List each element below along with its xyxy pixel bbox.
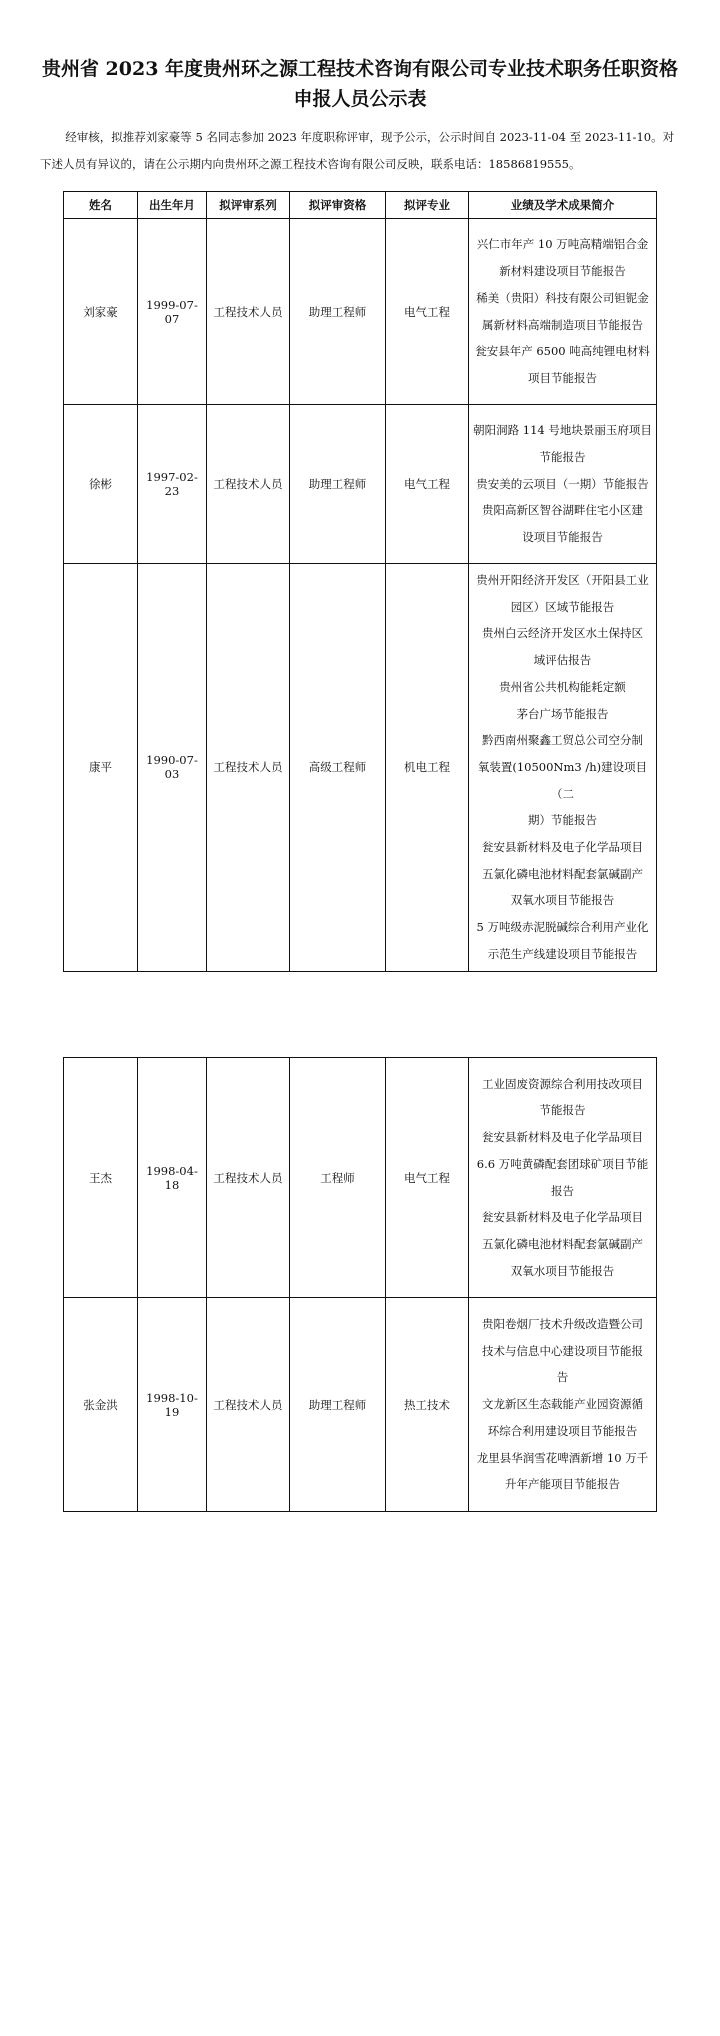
achievement-line: 园区）区域节能报告 [510,599,615,614]
table-row [64,1058,657,1298]
intro-paragraph: 经审核，拟推荐刘家豪等 5 名同志参加 2023 年度职称评审，现予公示，公示时间自 2023-11-04 至 2023-11-10。对下述人员有异议的，请在公示期内向贵州环之源工程技术咨询有限公司反映，联系电话：18586819555。 [40,130,675,171]
achievement-line: 朝阳洞路 114 号地块景丽玉府项目 [473,423,652,438]
cell-name: 徐彬 [64,405,138,564]
cell-qualification: 工程师 [290,1058,386,1298]
table-row [64,1298,657,1512]
achievement-line: 五氯化磷电池材料配套氯碱副产 [482,866,643,881]
cell-name: 王杰 [64,1058,138,1298]
achievement-line: 文龙新区生态载能产业园资源循 [482,1397,643,1412]
cell-series: 工程技术人员 [207,405,290,564]
achievement-line: 属新材料高端制造项目节能报告 [482,317,643,332]
achievement-line: 新材料建设项目节能报告 [499,264,626,279]
cell-achievements [469,1058,657,1298]
achievement-line: 双氧水项目节能报告 [510,1263,615,1278]
cell-name: 张金洪 [64,1298,138,1512]
cell-birth: 1990-07-03 [138,564,207,972]
achievement-line: 贵州省公共机构能耗定额 [499,679,626,694]
cell-name: 康平 [64,564,138,972]
achievement-line: 示范生产线建设项目节能报告 [487,946,638,961]
table-row [64,405,657,564]
applicant-table-page1 [63,191,657,972]
cell-birth: 1998-04-18 [138,1058,207,1298]
cell-qualification: 助理工程师 [290,219,386,405]
cell-birth: 1999-07-07 [138,219,207,405]
achievement-line: 工业固废资源综合利用技改项目 [482,1076,643,1091]
achievement-line: 瓮安县新材料及电子化学品项目 [482,1210,643,1225]
achievement-line: 五氯化磷电池材料配套氯碱副产 [482,1236,643,1251]
cell-major: 热工技术 [386,1298,469,1512]
achievement-line: 报告 [551,1183,574,1198]
achievement-line: 贵州白云经济开发区水土保持区 [482,626,643,641]
achievement-line: 瓮安县新材料及电子化学品项目 [482,840,643,855]
cell-major: 电气工程 [386,1058,469,1298]
cell-qualification: 助理工程师 [290,405,386,564]
achievement-line: 升年产能项目节能报告 [505,1477,620,1492]
achievement-line: 5 万吨级赤泥脱碱综合利用产业化 [476,920,649,935]
achievement-line: 贵安美的云项目（一期）节能报告 [476,476,649,491]
achievement-line: 龙里县华润雪花啤酒新增 10 万千 [476,1450,649,1465]
achievement-line: 设项目节能报告 [522,530,603,545]
achievement-line: 期）节能报告 [528,813,597,828]
cell-achievements [469,405,657,564]
cell-series: 工程技术人员 [207,564,290,972]
achievement-line: 技术与信息中心建设项目节能报 [482,1343,643,1358]
achievement-line: 告 [556,1370,569,1385]
cell-birth: 1997-02-23 [138,405,207,564]
cell-qualification: 高级工程师 [290,564,386,972]
achievement-line: 环综合利用建设项目节能报告 [487,1423,638,1438]
achievement-line: 项目节能报告 [528,370,597,385]
col-header-qualification: 拟评审资格 [290,192,386,219]
achievement-line: 瓮安县年产 6500 吨高纯锂电材料 [475,344,650,359]
achievement-line: 兴仁市年产 10 万吨高精端铝合金 [476,237,649,252]
cell-major: 电气工程 [386,405,469,564]
achievement-line: 贵阳高新区智谷湖畔住宅小区建 [482,503,643,518]
col-header-series: 拟评审系列 [207,192,290,219]
col-header-name: 姓名 [64,192,138,219]
achievement-line: 双氧水项目节能报告 [510,893,615,908]
achievement-line: 茅台广场节能报告 [516,706,609,721]
col-header-achievements: 业绩及学术成果简介 [469,192,657,219]
cell-achievements [469,219,657,405]
applicant-table-page2 [63,1057,657,1512]
achievement-line: 节能报告 [539,449,586,464]
cell-achievements [469,564,657,972]
table-row [64,564,657,972]
achievement-line: 黔西南州聚鑫工贸总公司空分制 [482,733,643,748]
achievement-line: 域评估报告 [533,653,592,668]
cell-major: 电气工程 [386,219,469,405]
achievement-line: 氧装置(10500Nm3 /h)建设项目（二 [477,759,648,801]
cell-name: 刘家豪 [64,219,138,405]
achievement-line: 瓮安县新材料及电子化学品项目 [482,1130,643,1145]
cell-series: 工程技术人员 [207,1298,290,1512]
table-row [64,219,657,405]
cell-birth: 1998-10-19 [138,1298,207,1512]
col-header-major: 拟评专业 [386,192,469,219]
cell-major: 机电工程 [386,564,469,972]
cell-achievements [469,1298,657,1512]
achievement-line: 节能报告 [539,1103,586,1118]
page-title: 贵州省 2023 年度贵州环之源工程技术咨询有限公司专业技术职务任职资格申报人员公示表 [41,58,679,110]
cell-series: 工程技术人员 [207,219,290,405]
table-header-row [64,192,657,219]
achievement-line: 贵阳卷烟厂技术升级改造暨公司 [482,1317,643,1332]
col-header-birth: 出生年月 [138,192,207,219]
cell-qualification: 助理工程师 [290,1298,386,1512]
achievement-line: 贵州开阳经济开发区（开阳县工业 [476,573,649,587]
cell-series: 工程技术人员 [207,1058,290,1298]
achievement-line: 6.6 万吨黄磷配套团球矿项目节能 [476,1156,649,1171]
achievement-line: 稀美（贵阳）科技有限公司钽铌金 [476,290,649,305]
